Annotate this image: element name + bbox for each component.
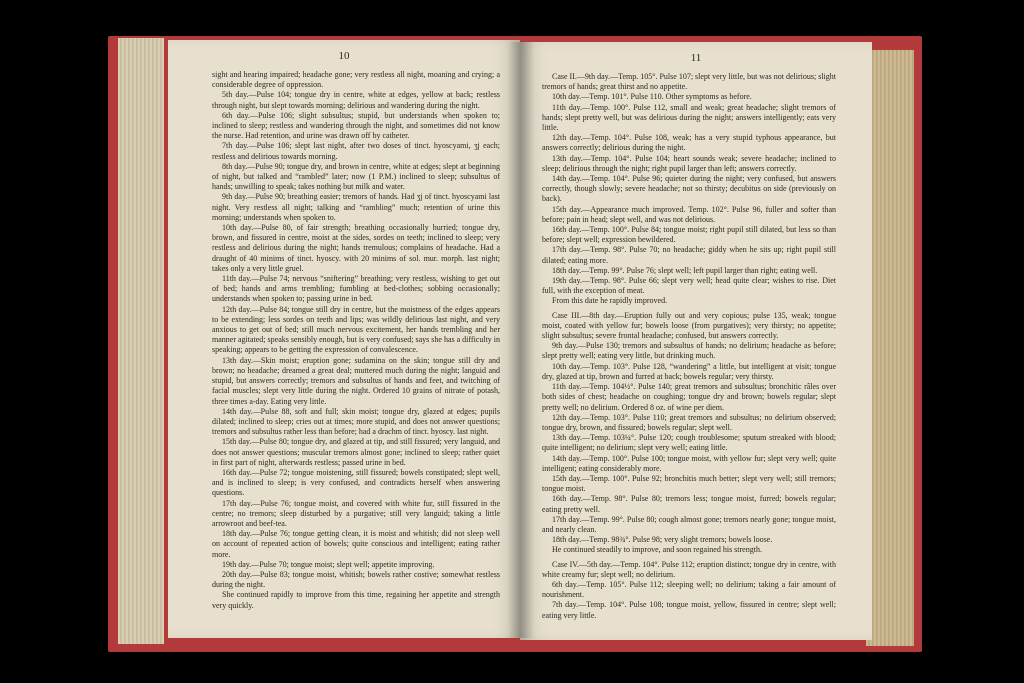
paragraph: 17th day.—Temp. 98°. Pulse 70; no headache; giddy when he sits up; right pupil still dilated; eating more. (542, 245, 836, 265)
paragraph: 14th day.—Temp. 104°. Pulse 96; quieter during the night; very confused, but answers correctly, though slowly; severe headache; not so thirsty; decubitus on side (previously on back). (542, 174, 836, 204)
paragraph: 18th day.—Temp. 98¾°. Pulse 98; very slight tremors; bowels loose. (552, 535, 773, 545)
paragraph: 12th day.—Temp. 104°. Pulse 108, weak; has a very stupid typhous appearance, but answers correctly; delirious during the night. (542, 133, 836, 153)
paragraph: 16th day.—Pulse 72; tongue moistening, still fissured; bowels constipated; slept well, and is inclined to sleep; is very confused, and contradicts herself when answering questions. (212, 467, 500, 498)
paragraph: 19th day.—Pulse 70; tongue moist; slept well; appetite improving. (222, 559, 435, 569)
spine-shadow (508, 42, 534, 638)
page-text (212, 70, 500, 611)
paragraph: 7th day.—Pulse 106; slept last night, after two doses of tinct. hyoscyami, ʒj each; restless and delirious towards morning. (212, 141, 500, 161)
paragraph: 10th day.—Pulse 80, of fair strength; breathing occasionally hurried; tongue dry, brown, and fissured in centre, moist at the sides, sordes on teeth; inclined to sleep; very restless and delirious during the night; hands tremulous; complains of headache. Had a draught of 40 minims of tinct. hyoscy. with 20 minims of sol. mur. morph. last night; takes only a very little gruel. (212, 223, 500, 273)
paragraph: 14th day.—Temp. 100°. Pulse 100; tongue moist, with yellow fur; slept very well; quite intelligent; eating considerably more. (542, 453, 836, 473)
page-number: 11 (690, 52, 702, 64)
page-text (542, 72, 836, 621)
paragraph: 19th day.—Temp. 98°. Pulse 66; slept very well; head quite clear; wishes to rise. Diet full, with the exception of meat. (542, 276, 836, 296)
paragraph: 10th day.—Temp. 103°. Pulse 128, “wandering” a little, but intelligent at visit; tongue dry, glazed at tip, brown and furred at back; bowels regular; very thirsty. (542, 361, 836, 381)
paragraph: 18th day.—Pulse 76; tongue getting clean, it is moist and whitish; did not sleep well on account of repeated action of bowels; quite conscious and intelligent; eating rather more. (212, 529, 500, 559)
paragraph: 13th day.—Skin moist; eruption gone; sudamina on the skin; tongue still dry and brown; no headache; dreamed a great deal; muttered much during the night; languid and stupid, but answers correctly; tremors and subsultus of hands and feet, and twitching of facial muscles; slept very little during the night. Ordered 10 grains of nitrate of potash, three times a-day. Eating very little. (212, 355, 500, 406)
paragraph: sight and hearing impaired; headache gone; very restless all night, moaning and crying; a considerable degree of oppression. (212, 70, 500, 90)
paragraph: 20th day.—Pulse 83; tongue moist, whitish; bowels rather costive; somewhat restless during the night. (212, 569, 500, 590)
paragraph: 11th day.—Temp. 104½°. Pulse 140; great tremors and subsultus; bronchitic râles over both sides of chest; headache on coughing; tongue dry and brown; bowels regular; slept pretty well; no delirium. Ordered 8 oz. of wine per diem. (542, 382, 836, 412)
paragraph: Case II.—9th day.—Temp. 105°. Pulse 107; slept very little, but was not delirious; slight tremors of hands; great thirst and no appetite. (542, 72, 836, 92)
paragraph: 6th day.—Temp. 105°. Pulse 112; sleeping well; no delirium; taking a fair amount of nourishment. (542, 579, 836, 600)
paragraph: 13th day.—Temp. 103¼°. Pulse 120; cough troublesome; sputum streaked with blood; quite intelligent; no delirium; slept very well; eating little. (542, 433, 836, 453)
page-number: 10 (338, 50, 350, 62)
paragraph: 12th day.—Temp. 103°. Pulse 110; great tremors and subsultus; no delirium observed; tongue dry, brown, and fissured; bowels regular; slept well. (542, 412, 836, 432)
paragraph: 13th day.—Temp. 104°. Pulse 104; heart sounds weak; severe headache; inclined to sleep; delirious through the night; right pupil larger than left; answers correctly. (542, 153, 836, 173)
page-edges-right (866, 50, 914, 646)
paragraph: 15th day.—Appearance much improved. Temp. 102°. Pulse 96, fuller and softer than before; pain in head; slept well, and was not delirious. (542, 204, 836, 224)
paragraph: From this date he rapidly improved. (552, 296, 668, 306)
page-edges-left (118, 38, 164, 644)
paragraph: 17th day.—Temp. 99°. Pulse 80; cough almost gone; tremors nearly gone; tongue moist, and nearly clean. (542, 514, 836, 534)
paragraph: She continued rapidly to improve from this time, regaining her appetite and strength very quickly. (212, 590, 500, 610)
paragraph: 6th day.—Pulse 106; slight subsultus; stupid, but understands when spoken to; inclined to sleep; restless and wandering through the night, and sometimes did not know the nurse. Had retention, and urine was drawn off by catheter. (212, 110, 500, 141)
paragraph: 17th day.—Pulse 76; tongue moist, and covered with white fur, still fissured in the centre; no tremors; sleep disturbed by a purgative; still very languid; taking a little arrowroot and beef-tea. (212, 498, 500, 528)
paragraph: 5th day.—Pulse 104; tongue dry in centre, white at edges, yellow at back; restless through night, but slept towards morning; delirious and wandering during the night. (212, 90, 500, 110)
paragraph: He continued steadily to improve, and soon regained his strength. (552, 545, 762, 555)
paragraph: 7th day.—Temp. 104°. Pulse 108; tongue moist, yellow, fissured in centre; slept well; eating very little. (542, 600, 836, 620)
paragraph: 10th day.—Temp. 101°. Pulse 110. Other symptoms as before. (552, 92, 752, 102)
paragraph: 9th day.—Pulse 130; tremors and subsultus of hands; no delirium; headache as before; slept pretty well; eating very little, but drinking much. (542, 341, 836, 361)
paragraph: 15th day.—Temp. 100°. Pulse 92; bronchitis much better; slept very well; still tremors; tongue moist. (542, 473, 836, 494)
paragraph: 16th day.—Temp. 98°. Pulse 80; tremors less; tongue moist, furred; bowels regular; eating pretty well. (542, 494, 836, 514)
paragraph: 15th day.—Pulse 80; tongue dry, and glazed at tip, and still fissured; very languid, and does not answer questions; muscular tremors almost gone; inclined to sleep; rather quiet in first part of night, afterwards restless; passed urine in bed. (212, 437, 500, 467)
paragraph: Case III.—8th day.—Eruption fully out and very copious; pulse 135, weak; tongue moist, coated with yellow fur; bowels loose (from purgatives); very thirsty; no appetite; slight subsultus; severe frontal headache; confused, but answers correctly. (542, 310, 836, 341)
paragraph: 14th day.—Pulse 88, soft and full; skin moist; tongue dry, glazed at edges; pupils dilated; inclined to sleep; cries out at times; more stupid, and does not answer questions; tremors and subsultus rather less than before; had a drachm of tinct. hyoscy. last night. (212, 406, 500, 437)
right-page (520, 42, 872, 640)
paragraph: 11th day.—Temp. 100°. Pulse 112, small and weak; great headache; slight tremors of hands; slept pretty well, but was delirious during the night; answers intelligently; eats very little. (542, 102, 836, 133)
paragraph: 8th day.—Pulse 90; tongue dry, and brown in centre, white at edges; slept at beginning of night, but talked and “rambled” later; now (1 P.M.) inclined to sleep; subsultus of hands; unwilling to speak; takes nothing but milk and water. (212, 161, 500, 192)
paragraph: 11th day.—Pulse 74; nervous “sniftering” breathing; very restless, wishing to get out of bed; hands and arms trembling; fumbling at bed-clothes; sobbing occasionally; understands when spoken to; passing urine in bed. (212, 274, 500, 304)
paragraph: Case IV.—5th day.—Temp. 104°. Pulse 112; eruption distinct; tongue dry in centre, with white creamy fur; slept well; no delirium. (542, 559, 836, 579)
paragraph: 18th day.—Temp. 99°. Pulse 76; slept well; left pupil larger than right; eating well. (552, 265, 818, 275)
paragraph: 16th day.—Temp. 100°. Pulse 84; tongue moist; right pupil still dilated, but less so than before; slept well; expression bewildered. (542, 225, 836, 245)
paragraph: 12th day.—Pulse 84; tongue still dry in centre, but the moistness of the edges appears to be extending; less sordes on teeth and lips; was wildly delirious last night, and very anxious to get out of bed; still much nervous excitement, her hands trembling and her manner agitated; speaks sensibly enough, but is very confused; says she has a difficulty in speaking; appears to be getting the expression of convalescence. (212, 304, 501, 355)
left-page (168, 40, 520, 638)
paragraph: 9th day.—Pulse 90; breathing easier; tremors of hands. Had ʒj of tinct. hyoscyami last night. Very restless all night; talking and “rambling” much; retention of urine this morning; understands when spoken to. (212, 192, 500, 222)
